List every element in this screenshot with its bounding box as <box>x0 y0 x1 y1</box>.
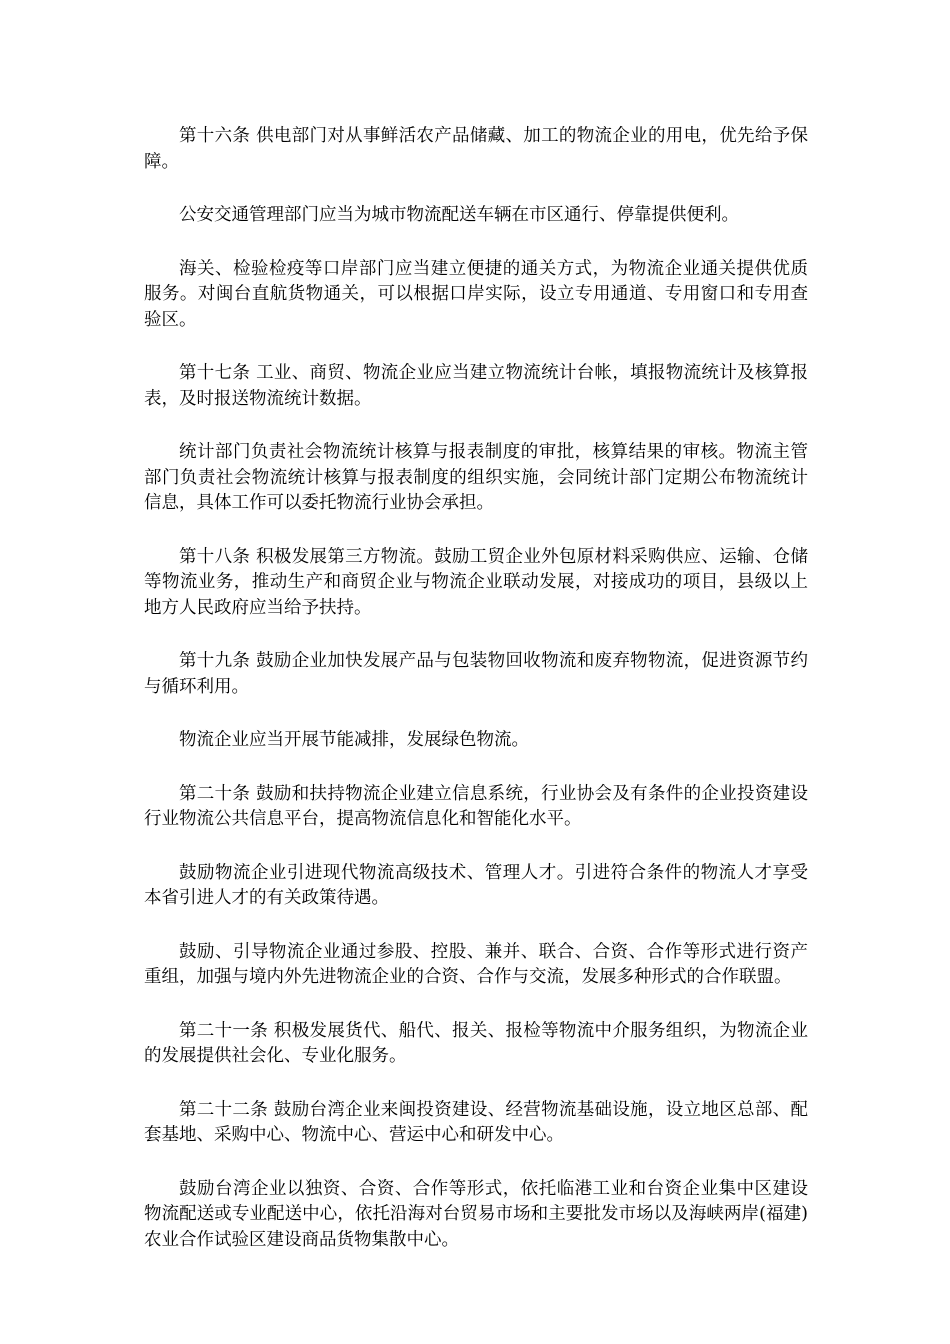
paragraph-talent-introduction: 鼓励物流企业引进现代物流高级技术、管理人才。引进符合条件的物流人才享受本省引进人才的有关政策待遇。 <box>144 862 808 908</box>
document-body <box>144 124 808 1281</box>
paragraph-article-18: 第十八条 积极发展第三方物流。鼓励工贸企业外包原材料采购供应、运输、仓储等物流业务，推动生产和商贸企业与物流企业联动发展，对接成功的项目，县级以上地方人民政府应当给予扶持。 <box>144 546 808 618</box>
paragraph-statistics-department: 统计部门负责社会物流统计核算与报表制度的审批，核算结果的审核。物流主管部门负责社会物流统计核算与报表制度的组织实施，会同统计部门定期公布物流统计信息，具体工作可以委托物流行业协会承担。 <box>144 442 808 513</box>
paragraph-taiwan-enterprises: 鼓励台湾企业以独资、合资、合作等形式，依托临港工业和台资企业集中区建设物流配送或专业配送中心，依托沿海对台贸易市场和主要批发市场以及海峡两岸(福建)农业合作试验区建设商品货物集散中心。 <box>144 1178 808 1250</box>
paragraph-article-17: 第十七条 工业、商贸、物流企业应当建立物流统计台帐，填报物流统计及核算报表，及时报送物流统计数据。 <box>144 363 808 409</box>
paragraph-traffic-management: 公安交通管理部门应当为城市物流配送车辆在市区通行、停靠提供便利。 <box>179 205 739 225</box>
paragraph-asset-restructuring: 鼓励、引导物流企业通过参股、控股、兼并、联合、合资、合作等形式进行资产重组，加强与境内外先进物流企业的合资、合作与交流，发展多种形式的合作联盟。 <box>144 941 808 987</box>
paragraph-article-22: 第二十二条 鼓励台湾企业来闽投资建设、经营物流基础设施，设立地区总部、配套基地、采购中心、物流中心、营运中心和研发中心。 <box>144 1099 808 1145</box>
paragraph-article-19: 第十九条 鼓励企业加快发展产品与包装物回收物流和废弃物物流，促进资源节约与循环利用。 <box>144 651 808 697</box>
paragraph-article-20: 第二十条 鼓励和扶持物流企业建立信息系统，行业协会及有条件的企业投资建设行业物流公共信息平台，提高物流信息化和智能化水平。 <box>144 783 808 829</box>
paragraph-article-16: 第十六条 供电部门对从事鲜活农产品储藏、加工的物流企业的用电，优先给予保障。 <box>144 126 808 172</box>
paragraph-customs: 海关、检验检疫等口岸部门应当建立便捷的通关方式，为物流企业通关提供优质服务。对闽台直航货物通关，可以根据口岸实际，设立专用通道、专用窗口和专用查验区。 <box>144 258 808 330</box>
paragraph-article-21: 第二十一条 积极发展货代、船代、报关、报检等物流中介服务组织，为物流企业的发展提供社会化、专业化服务。 <box>144 1020 808 1066</box>
paragraph-green-logistics: 物流企业应当开展节能减排，发展绿色物流。 <box>179 730 529 750</box>
